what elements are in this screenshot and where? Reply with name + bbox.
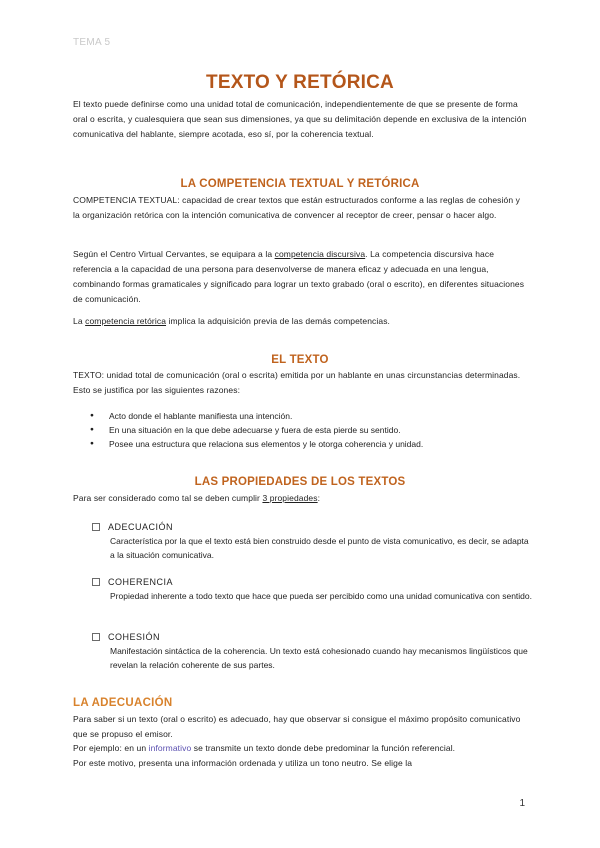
heading-competencia: LA COMPETENCIA TEXTUAL Y RETÓRICA [180,178,420,190]
competencia-retorica-link[interactable]: competencia retórica [85,316,167,326]
intro-paragraph: El texto puede definirse como una unidad total de comunicación, independientemente de que se presente de forma oral o escrita, y cualesquiera que sean sus dimensiones, ya que su delimitación depende en exclusiva de la intención comunicativa del hablante, siempre acotada, eso sí, por la coherencia textual. [73,99,527,139]
page-number: 1 [519,798,525,809]
property-coherencia [92,575,532,603]
checkbox[interactable] [92,523,100,531]
text-span: implica la adquisición previa de las demás competencias. [166,316,391,326]
propiedades-link[interactable]: 3 propiedades [262,493,318,503]
property-cohesion [92,630,532,672]
text-span: Según el Centro Virtual Cervantes, se equipara a la [73,249,275,259]
text-span: Para ser considerado como tal se deben cumplir [73,493,263,503]
propiedades-intro [73,491,528,506]
competencia-retorica-paragraph [73,314,528,329]
competencia-discursiva-paragraph [73,247,528,307]
text-span: La [73,316,86,326]
heading-el-texto: EL TEXTO [271,354,329,366]
text-span: : [317,493,321,503]
heading-adecuacion: LA ADECUACIÓN [73,697,173,709]
adecuacion-paragraph-1: Para saber si un texto (oral o escrito) es adecuado, hay que observar si consigue el máximo propósito comunicativo que se propuso el emisor. [73,714,521,739]
text-span: se transmite un texto donde debe predominar la función referencial. [191,743,456,753]
property-header [92,575,532,589]
property-header [92,630,532,644]
list-item: ● En una situación en la que debe adecuarse y fuera de esta pierde su sentido. [73,423,528,437]
property-name: COHERENCIA [108,577,174,587]
page-title: TEXTO Y RETÓRICA [206,72,394,93]
header-tag: TEMA 5 [73,37,111,48]
property-name: COHESIÓN [108,632,161,642]
informativo-link[interactable]: informativo [148,743,192,753]
property-adecuacion [92,520,532,562]
property-description: Característica por la que el texto está bien construido desde el punto de vista comunicativo, es decir, se adapta a la situación comunicativa. [110,536,529,560]
checkbox[interactable] [92,578,100,586]
text-span: . La competencia discursiva hace referencia a la capacidad de una persona para desenvolverse de manera eficaz y adecuada en una lengua, combinando formas gramaticales y significado para lograr un texto grabado (oral o escrito), en diferentes situaciones de comunicación. [73,249,525,304]
texto-definition-paragraph: TEXTO: unidad total de comunicación (oral o escrita) emitida por un hablante en unas circunstancias determinadas. Esto se justifica por las siguientes razones: [73,370,521,395]
list-item: ● Posee una estructura que relaciona sus elementos y le otorga coherencia y unidad. [73,437,528,451]
property-description: Manifestación sintáctica de la coherencia. Un texto está cohesionado cuando hay mecanismos lingüísticos que revelan la relación coherente de sus partes. [110,646,528,670]
heading-propiedades: LAS PROPIEDADES DE LOS TEXTOS [194,476,406,488]
list-item: ● Acto donde el hablante manifiesta una intención. [73,409,528,423]
checkbox[interactable] [92,633,100,641]
adecuacion-paragraph-2 [73,741,528,756]
property-description: Propiedad inherente a todo texto que hace que pueda ser percibido como una unidad comunicativa con sentido. [110,591,532,601]
property-name: ADECUACIÓN [108,522,174,532]
competencia-textual-paragraph: COMPETENCIA TEXTUAL: capacidad de crear textos que están estructurados conforme a las reglas de cohesión y la organización retórica con la intención comunicativa de convencer al receptor de creer, pensar o hacer algo. [73,195,520,220]
property-header [92,520,532,534]
adecuacion-paragraph-3: Por este motivo, presenta una información ordenada y utiliza un tono neutro. Se elige la [73,758,413,768]
competencia-discursiva-link[interactable]: competencia discursiva [274,249,366,259]
razones-list [73,409,528,451]
text-span: Por ejemplo: en un [73,743,149,753]
